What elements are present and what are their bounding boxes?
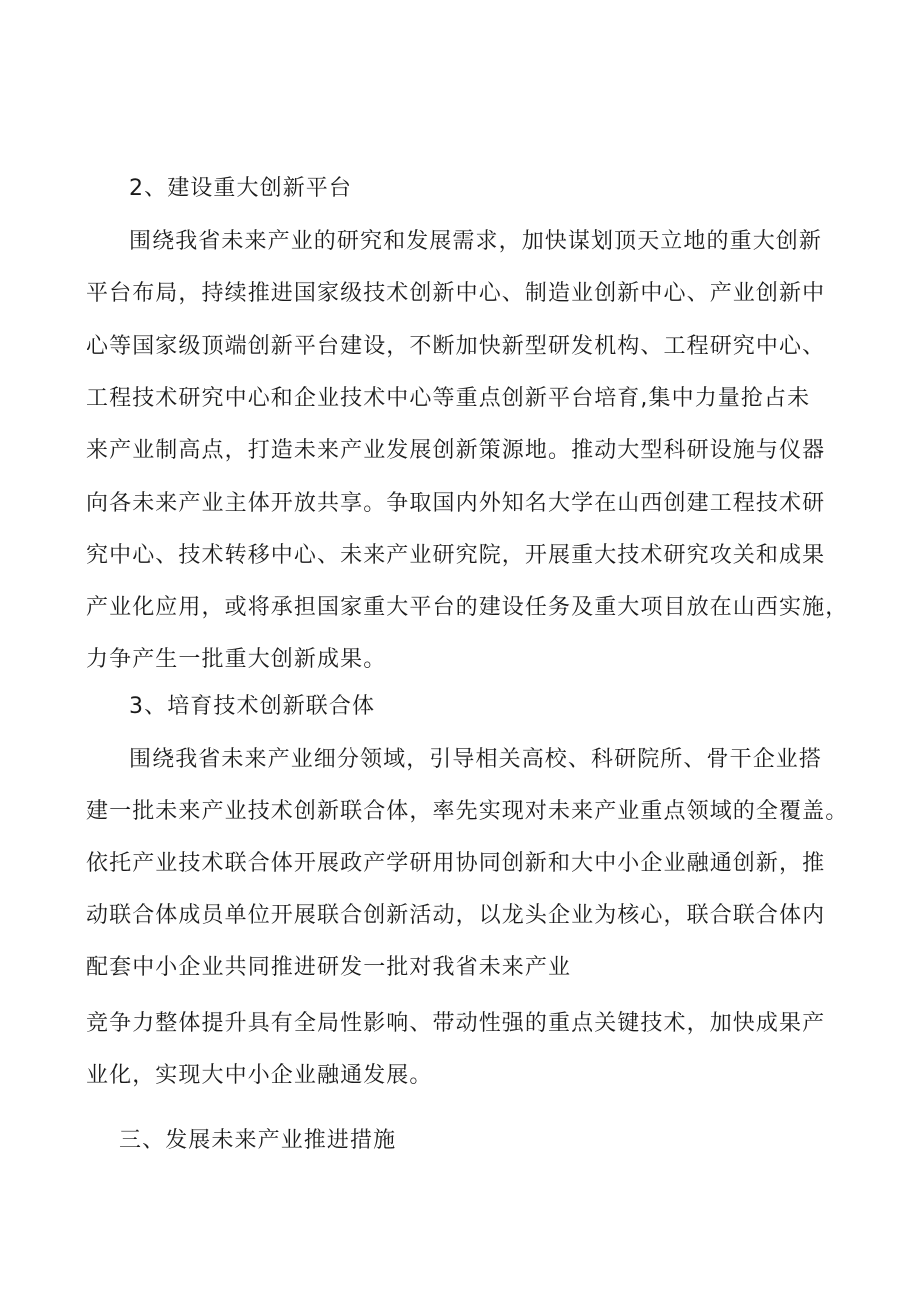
paragraph-line: 力争产生一批重大创新成果。 [86,647,387,672]
paragraph-line: 来产业制高点，打造未来产业发展创新策源地。推动大型科研设施与仪器 [86,438,826,463]
paragraph-line: 依托产业技术联合体开展政产学研用协同创新和大中小企业融通创新，推 [86,851,826,876]
paragraph-line: 究中心、技术转移中心、未来产业研究院，开展重大技术研究攻关和成果 [86,543,826,568]
paragraph-line: 产业化应用，或将承担国家重大平台的建设任务及重大项目放在山西实施， [86,595,849,620]
paragraph-line: 动联合体成员单位开展联合创新活动，以龙头企业为核心，联合联合体内 [86,903,826,928]
paragraph-line: 工程技术研究中心和企业技术中心等重点创新平台培育,集中力量抢占未 [86,386,811,411]
paragraph-line: 配套中小企业共同推进研发一批对我省未来产业 [86,955,572,980]
paragraph-line: 竞争力整体提升具有全局性影响、带动性强的重点关键技术，加快成果产 [86,1011,826,1036]
paragraph-line: 心等国家级顶端创新平台建设，不断加快新型研发机构、工程研究中心、 [86,334,826,359]
paragraph-line: 业化，实现大中小企业融通发展。 [86,1063,433,1088]
paragraph-line: 围绕我省未来产业的研究和发展需求，加快谋划顶天立地的重大创新 [129,229,823,254]
section-heading: 2、建设重大创新平台 [129,176,352,201]
paragraph-line: 向各未来产业主体开放共享。争取国内外知名大学在山西创建工程技术研 [86,491,826,516]
paragraph-line: 建一批未来产业技术创新联合体，率先实现对未来产业重点领域的全覆盖。 [86,799,849,824]
section-heading: 3、培育技术创新联合体 [129,694,376,719]
paragraph-line: 平台布局，持续推进国家级技术创新中心、制造业创新中心、产业创新中 [86,281,826,306]
paragraph-line: 围绕我省未来产业细分领域，引导相关高校、科研院所、骨干企业搭 [129,747,823,772]
chapter-heading: 三、发展未来产业推进措施 [119,1128,397,1153]
